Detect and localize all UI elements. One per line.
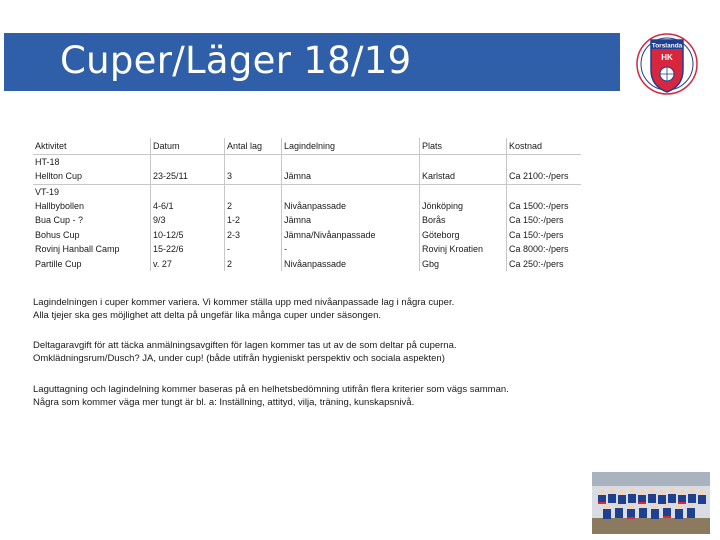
table-header-row	[33, 138, 581, 155]
cell-division: Jämna/Nivåanpassade	[282, 228, 420, 243]
col-header-place: Plats	[420, 138, 507, 155]
team-photo-graphic	[592, 472, 710, 534]
paragraph-participation-fee	[33, 339, 457, 365]
cell-place: Jönköping	[420, 199, 507, 214]
club-crest-icon	[636, 30, 698, 100]
cell-teams: 2	[225, 257, 282, 272]
paragraph-team-division	[33, 296, 454, 322]
group-label: HT-18	[33, 155, 151, 170]
cell-cost: Ca 8000:-/pers	[507, 242, 582, 257]
cell-place: Gbg	[420, 257, 507, 272]
group-row-ht18	[33, 155, 581, 170]
paragraph-line: Några som kommer väga mer tungt är bl. a: Inställning, attityd, vilja, träning, kunskapsnivå.	[33, 397, 415, 408]
col-header-teams: Antal lag	[225, 138, 282, 155]
group-label: VT-19	[33, 184, 151, 199]
cell-division: Jämna	[282, 169, 420, 184]
cell-teams: 2	[225, 199, 282, 214]
cell-date: 15-22/6	[151, 242, 225, 257]
paragraph-line: Omklädningsrum/Dusch? JA, under cup! (både utifrån hygieniskt perspektiv och sociala aspekten)	[33, 353, 445, 364]
table-row	[33, 242, 581, 257]
table-row	[33, 213, 581, 228]
logo-text-hk: HK	[661, 53, 673, 62]
cell-cost: Ca 150:-/pers	[507, 213, 582, 228]
logo-text-club: Torslanda	[651, 42, 683, 50]
cell-place: Rovinj Kroatien	[420, 242, 507, 257]
cell-division: -	[282, 242, 420, 257]
col-header-cost: Kostnad	[507, 138, 582, 155]
cell-division: Nivåanpassade	[282, 257, 420, 272]
paragraph-line: Laguttagning och lagindelning kommer baseras på en helhetsbedömning utifrån flera kriterier som vägs samman.	[33, 384, 509, 395]
cell-teams: -	[225, 242, 282, 257]
team-photo	[592, 472, 710, 534]
cell-cost: Ca 150:-/pers	[507, 228, 582, 243]
cell-activity: Hallbybollen	[35, 200, 85, 211]
paragraph-line: Lagindelningen i cuper kommer variera. Vi kommer ställa upp med nivåanpassade lag i några cuper.	[33, 297, 455, 308]
cell-date: 10-12/5	[151, 228, 225, 243]
cell-place: Göteborg	[420, 228, 507, 243]
col-header-activity: Aktivitet	[35, 141, 67, 151]
cell-activity: Hellton Cup	[35, 171, 83, 182]
cell-cost: Ca 1500:-/pers	[507, 199, 582, 214]
table-row	[33, 199, 581, 214]
table-row	[33, 257, 581, 272]
group-row-vt19	[33, 184, 581, 199]
page-title: Cuper/Läger 18/19	[60, 39, 412, 82]
table-row	[33, 228, 581, 243]
cell-date: v. 27	[151, 257, 225, 272]
cell-division: Jämna	[282, 213, 420, 228]
cell-activity: Partille Cup	[35, 258, 82, 269]
cell-cost: Ca 250:-/pers	[507, 257, 582, 272]
table-row	[33, 169, 581, 184]
cell-teams: 2-3	[225, 228, 282, 243]
col-header-division: Lagindelning	[282, 138, 420, 155]
cell-division: Nivåanpassade	[282, 199, 420, 214]
cell-activity: Bua Cup - ?	[35, 215, 84, 226]
paragraph-line: Alla tjejer ska ges möjlighet att delta på ungefär lika många cuper under säsongen.	[33, 310, 382, 321]
cell-activity: Rovinj Hanball Camp	[35, 244, 120, 255]
title-banner	[4, 33, 620, 91]
cell-teams: 3	[225, 169, 282, 184]
cell-date: 23-25/11	[151, 169, 225, 184]
col-header-date: Datum	[151, 138, 225, 155]
paragraph-team-selection	[33, 383, 509, 409]
cell-teams: 1-2	[225, 213, 282, 228]
cell-date: 9/3	[151, 213, 225, 228]
cell-place: Karlstad	[420, 169, 507, 184]
cell-activity: Bohus Cup	[35, 229, 80, 240]
paragraph-line: Deltagaravgift för att täcka anmälningsavgiften för lagen kommer tas ut av de som deltar på cuperna.	[33, 340, 457, 351]
cell-place: Borås	[420, 213, 507, 228]
cell-cost: Ca 2100:-/pers	[507, 169, 582, 184]
cell-date: 4-6/1	[151, 199, 225, 214]
cups-table	[33, 138, 581, 271]
